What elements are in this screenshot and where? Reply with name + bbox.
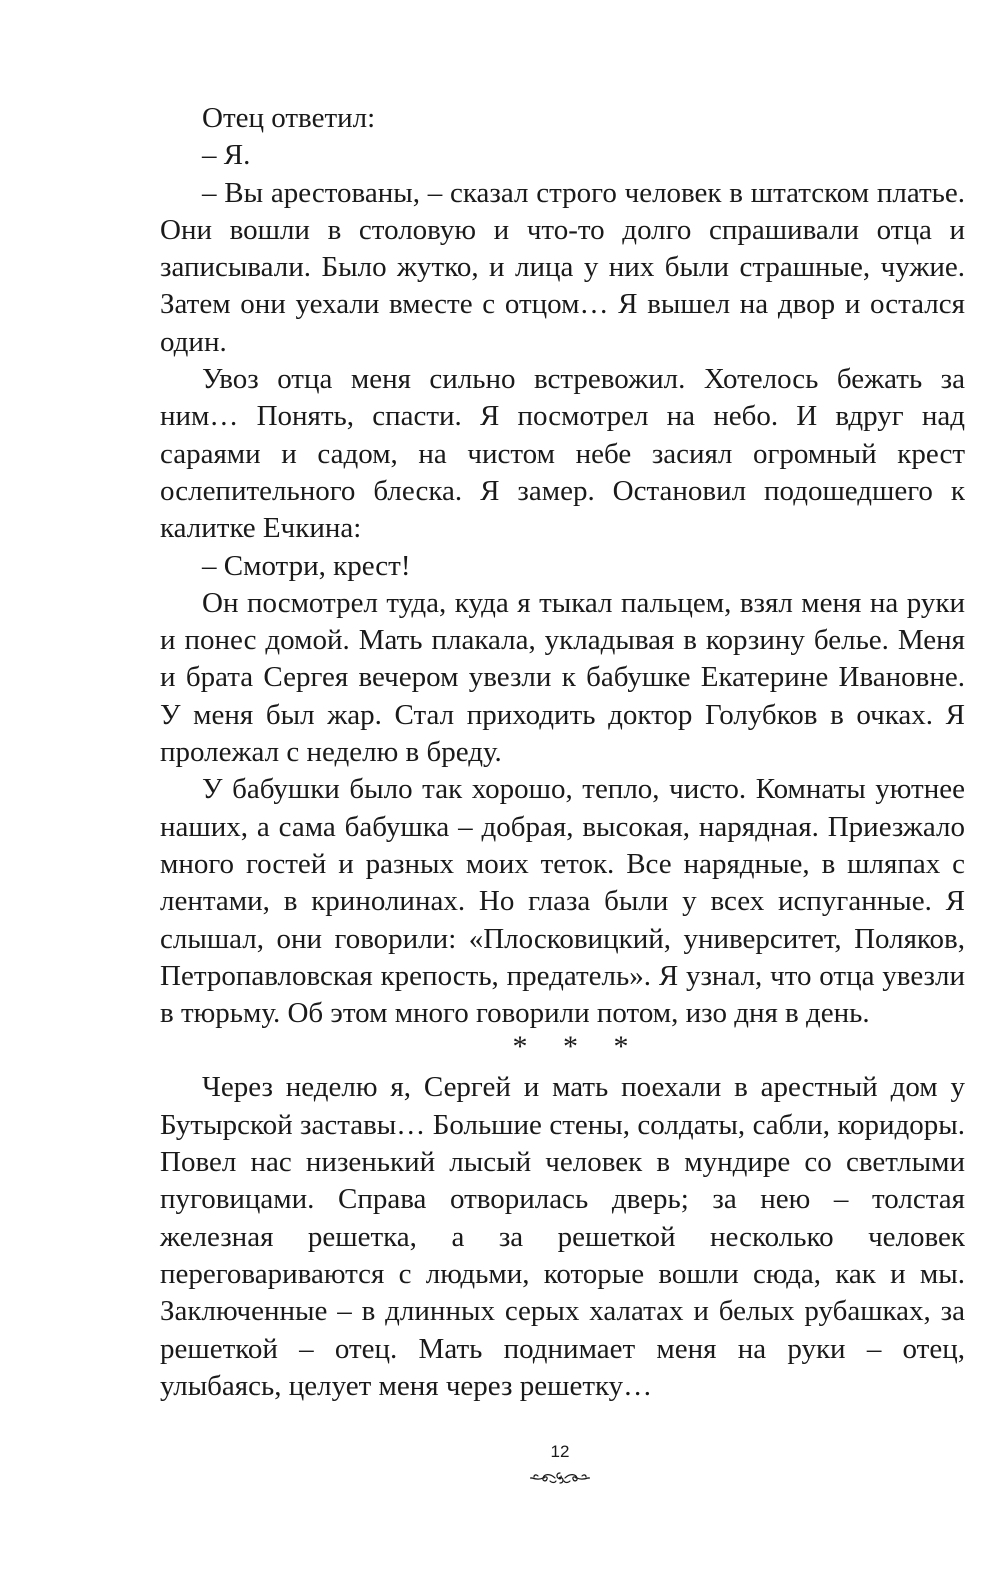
- page-number: 12: [550, 1442, 570, 1461]
- paragraph: Отец ответил:: [202, 102, 376, 134]
- paragraph: Увоз отца меня сильно встревожил. Хотелось бежать за ним… Понять, спасти. Я посмотрел на небо. И вдруг над сараями и садом, на чистом небе засиял огромный крест ослепительного блеска. Я замер. Остановил подошедшего к калитке Ечкина:: [160, 363, 965, 545]
- paragraph: – Я.: [202, 139, 251, 172]
- paragraph: – Смотри, крест!: [202, 549, 411, 582]
- paragraph: У бабушки было так хорошо, тепло, чисто. Комнаты уютнее наших, а сама бабушка – добрая, высокая, нарядная. Приезжало много гостей и разных моих теток. Все нарядные, в шляпах с лентами, в кринолинах. Но глаза были у всех испуганные. Я слышал, они говорили: «Плосковицкий, университет, Поляков, Петропавловская крепость, предатель». Я узнал, что отца увезли в тюрьму. Об этом много говорили потом, изо дня в день.: [160, 773, 965, 1030]
- paragraph: Он посмотрел туда, куда я тыкал пальцем, взял меня на руки и понес домой. Мать плакала, укладывая в корзину белье. Меня и брата Сергея вечером увезли к бабушке Екатерине Ивановне. У меня был жар. Стал приходить доктор Голубков в очках. Я пролежал с неделю в бреду.: [160, 586, 965, 769]
- body-text: [160, 100, 965, 1405]
- paragraph: Через неделю я, Сергей и мать поехали в арестный дом у Бутырской заставы… Большие стены, солдаты, сабли, коридоры. Повел нас низенький лысый человек в мундире со светлыми пуговицами. Справа отворилась дверь; за нею – толстая железная решетка, а за решеткой несколько человек переговариваются с людьми, которые вошли сюда, как и мы. Заключенные – в длинных серых халатах и белых рубашках, за решеткой – отец. Мать поднимает меня на руки – отец, улыбаясь, целует меня через решетку…: [160, 1071, 965, 1402]
- scroll-ornament-icon: [528, 1470, 592, 1486]
- paragraph: – Вы арестованы, – сказал строго человек в штатском платье. Они вошли в столовую и что-то долго спрашивали отца и записывали. Было жутко, и лица у них были страшные, чужие. Затем они уехали вместе с отцом… Я вышел на двор и остался один.: [160, 176, 965, 358]
- section-separator: * * *: [512, 1030, 643, 1064]
